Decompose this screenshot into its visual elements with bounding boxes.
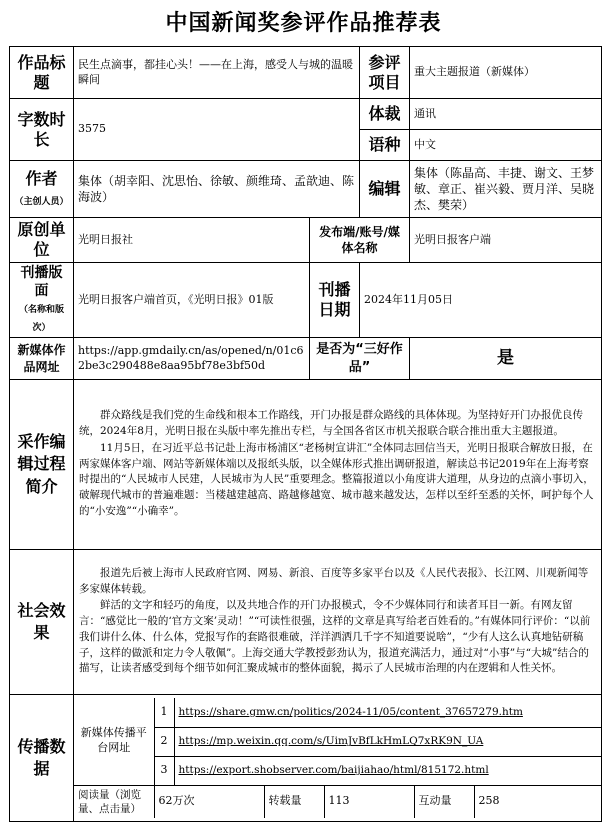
publisher-label: 发布端/账号/媒体名称 [310, 218, 410, 263]
genre-value: 通讯 [410, 99, 602, 130]
process-body [74, 380, 602, 550]
url-num: 2 [154, 727, 174, 756]
page-label-cell [10, 263, 74, 338]
spread-table [74, 698, 601, 818]
title-label: 作品标题 [10, 47, 74, 99]
effect-label: 社会效果 [10, 550, 74, 695]
author-value: 集体（胡幸阳、沈思怡、徐敏、颜维琦、孟歆迪、陈海波） [74, 161, 360, 218]
category-value: 重大主题报道（新媒体） [410, 47, 602, 99]
editor-value: 集体（陈晶高、丰捷、谢文、王梦敏、章正、崔兴毅、贾月洋、吴晓杰、樊荣） [410, 161, 602, 218]
unit-value: 光明日报社 [74, 218, 310, 263]
page-value: 光明日报客户端首页，《光明日报》01版 [74, 263, 310, 338]
category-label: 参评项目 [360, 47, 410, 99]
author-label-sub: （主创人员） [14, 197, 69, 207]
interact-value: 258 [474, 785, 601, 818]
forward-label: 转载量 [264, 785, 324, 818]
row-page [10, 263, 602, 338]
spread-body [74, 695, 602, 822]
row-length-genre [10, 99, 602, 130]
spread-url-row [74, 756, 601, 785]
title-value: 民生点滴事，都挂心头！——在上海，感受人与城的温暖瞬间 [74, 47, 360, 99]
spread-url-row [74, 727, 601, 756]
url-label: 新媒体作品网址 [10, 338, 74, 380]
read-value: 62万次 [154, 785, 264, 818]
language-label: 语种 [360, 130, 410, 161]
spread-url-link[interactable]: https://export.shobserver.com/baijiahao/html/815172.html [174, 756, 601, 785]
platform-label: 新媒体传播平台网址 [74, 698, 154, 785]
row-url [10, 338, 602, 380]
length-value: 3575 [74, 99, 360, 161]
language-value: 中文 [410, 130, 602, 161]
effect-body [74, 550, 602, 695]
url-num: 1 [154, 698, 174, 727]
url-num: 3 [154, 756, 174, 785]
interact-label: 互动量 [414, 785, 474, 818]
process-label: 采作编辑过程简介 [10, 380, 74, 550]
spread-stats-row [74, 785, 601, 818]
date-label: 刊播日期 [310, 263, 360, 338]
length-label: 字数时长 [10, 99, 74, 161]
forward-value: 113 [324, 785, 414, 818]
publisher-value: 光明日报客户端 [410, 218, 602, 263]
page-label: 刊播版面 [20, 265, 63, 299]
genre-label: 体裁 [360, 99, 410, 130]
date-value: 2024年11月05日 [360, 263, 602, 338]
editor-label: 编辑 [360, 161, 410, 218]
author-label: 作者 [25, 169, 58, 188]
good-work-value: 是 [410, 338, 602, 380]
process-paragraph: 群众路线是我们党的生命线和根本工作路线，开门办报是群众路线的具体体现。为坚持好开门办报优良传统，2024年8月，光明日报在头版中率先推出专栏，与全国各省区市机关报联合联合推出重大主题报道。 [79, 409, 583, 438]
spread-url-link[interactable]: https://share.gmw.cn/politics/2024-11/05/content_37657279.htm [174, 698, 601, 727]
spread-url-link[interactable]: https://mp.weixin.qq.com/s/UimJvBfLkHmLQ7xRK9N_UA [174, 727, 601, 756]
form-title: 中国新闻奖参评作品推荐表 [165, 11, 442, 36]
row-process [10, 380, 602, 550]
page-label-sub: （名称和版次） [18, 305, 64, 333]
process-paragraph: 11月5日，在习近平总书记赴上海市杨浦区“老杨树宣讲汇”全体同志回信当天，光明日报联合解放日报，在两家媒体客户端、网站等新媒体端以及报纸头版，以全媒体形式推出调研报道，解读总书记2019年在上海考察时提出的“人民城市人民建，人民城市为人民”重要理念。整篇报道以小角度讲大道理，从身边的点滴小事切入，破解现代城市的普遍难题：当楼越建越高、路越修越宽、城市越来越发达，怎样以至纤至悉的关怀，呵护每个人的“小安逸”“小确幸”。 [79, 441, 594, 517]
row-title [10, 47, 602, 99]
effect-paragraph: 鲜活的文字和轻巧的角度，以及共地合作的开门办报模式，令不少媒体同行和读者耳目一新。有网友留言：“感觉比一般的‘官方文案’灵动！”“可读性很强，这样的文章是真写给老百姓看的。”有媒体同行评价：“以前我们讲什么体、什么体，党报写作的套路很难破，洋洋洒洒几千字不知道要说啥”，“少有人这么认真地钻研稿子，这样的做派和定力令人敬佩”。上海交通大学教授彭劲认为，报道充满活力，通过对“小事”与“大城”结合的描写，让读者感受到每个细节如何汇聚成城市的整体面貌，揭示了人民城市治理的内在逻辑和人性关怀。 [79, 599, 591, 675]
row-author [10, 161, 602, 218]
effect-paragraph: 报道先后被上海市人民政府官网、网易、新浪、百度等多家平台以及《人民代表报》、长江网、川观新闻等多家媒体转载。 [79, 566, 589, 595]
row-spread [10, 695, 602, 822]
spread-label: 传播数据 [10, 695, 74, 822]
row-effect [10, 550, 602, 695]
spread-url-row [74, 698, 601, 727]
unit-label: 原创单位 [10, 218, 74, 263]
recommendation-form [9, 46, 602, 822]
work-url[interactable]: https://app.gmdaily.cn/as/opened/n/01c62be3c290488e8aa95bf78e3bf50d [74, 338, 310, 380]
good-work-label: 是否为“三好作品” [310, 338, 410, 380]
row-unit [10, 218, 602, 263]
read-label: 阅读量（浏览量、点击量） [74, 785, 154, 818]
author-label-cell [10, 161, 74, 218]
